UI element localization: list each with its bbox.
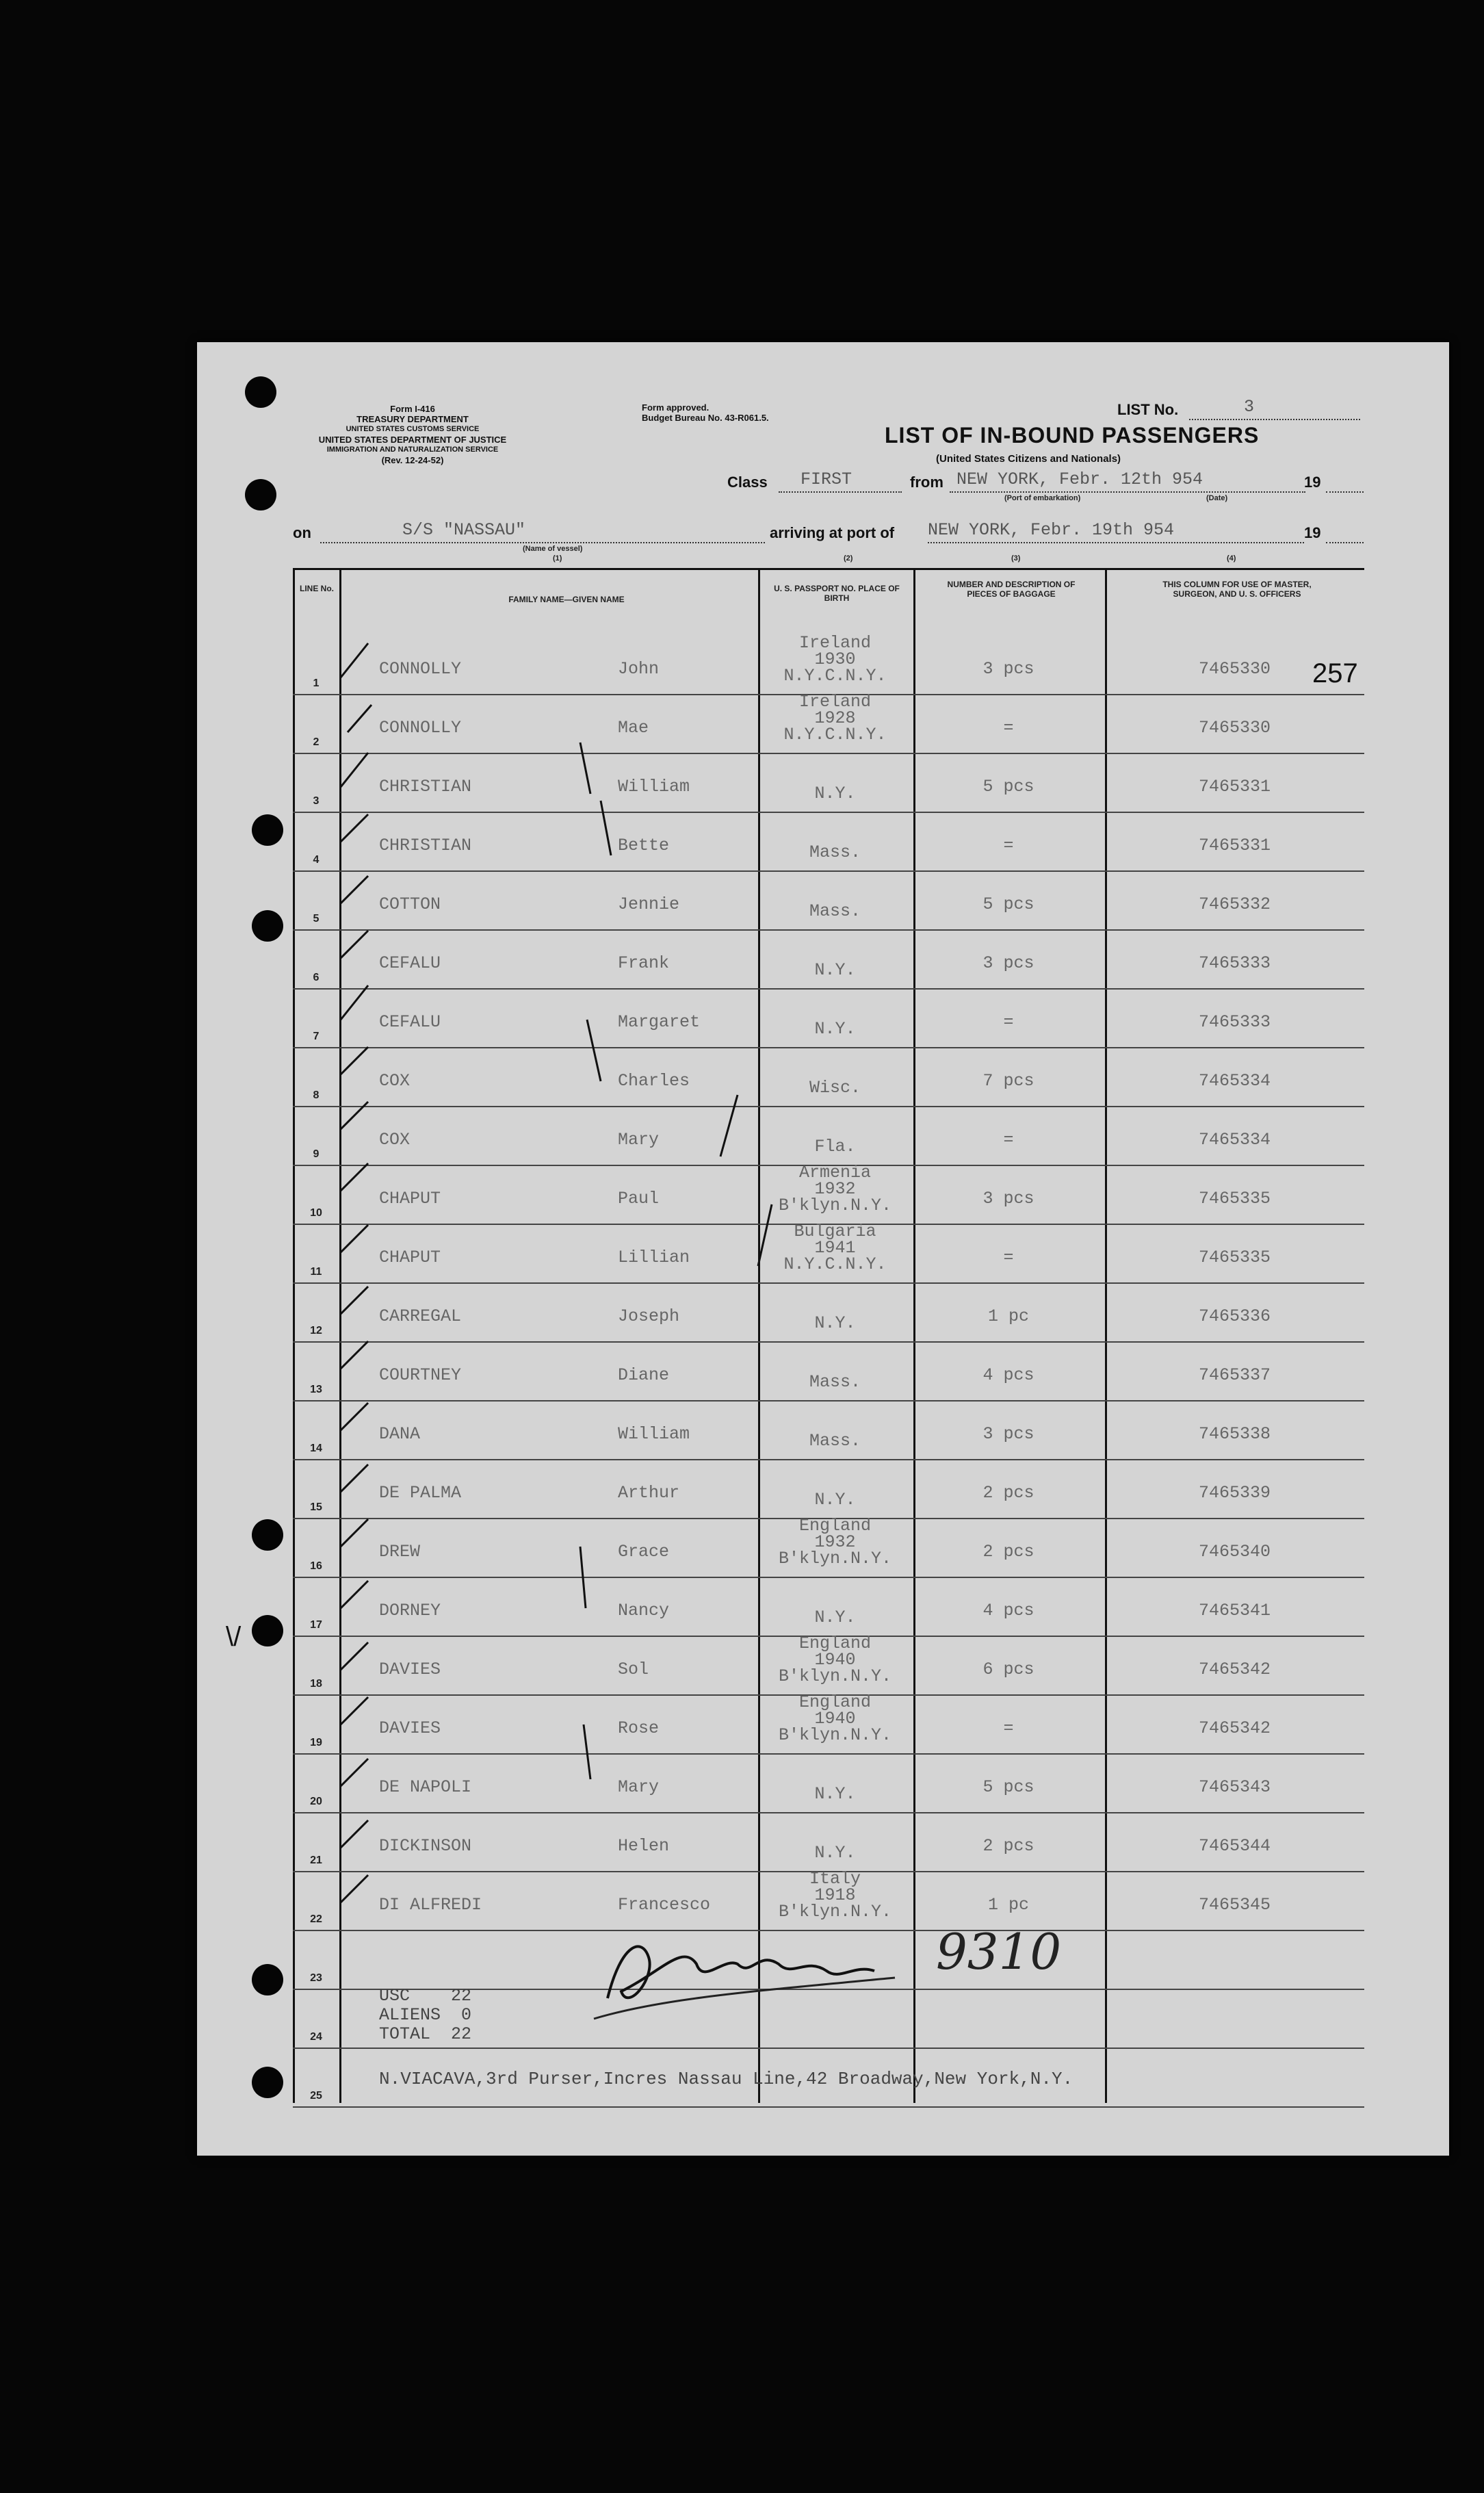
place-of-birth: N.Y. — [814, 1784, 856, 1804]
form-number: Form I-416 — [390, 404, 435, 414]
purser-line: N.VIACAVA,3rd Purser,Incres Nassau Line,42 Broadway,New York,N.Y. — [379, 2069, 1073, 2089]
col-caption-3: (3) — [1011, 554, 1021, 563]
family-name: CEFALU — [379, 953, 441, 973]
line-number: 18 — [310, 1678, 322, 1690]
officer-number: 7465330 — [1198, 659, 1271, 679]
place-of-birth: Mass. — [809, 842, 861, 862]
baggage-count: 5 pcs — [982, 1777, 1034, 1797]
line-number: 10 — [310, 1207, 322, 1219]
given-name: Jennie — [618, 894, 680, 914]
officer-number: 7465334 — [1198, 1130, 1271, 1150]
col-header-line: LINE No. — [300, 584, 334, 593]
given-name: Margaret — [618, 1012, 701, 1032]
page-number: 257 — [1312, 658, 1358, 688]
line-number: 17 — [310, 1619, 322, 1631]
baggage-count: 1 pc — [987, 1306, 1029, 1326]
officer-number: 7465336 — [1198, 1306, 1271, 1326]
baggage-count: = — [1003, 1012, 1014, 1032]
place-of-birth: Ireland 1930 N.Y.C.N.Y. — [783, 633, 887, 686]
given-name: Mary — [618, 1130, 660, 1150]
family-name: CONNOLLY — [379, 718, 462, 738]
baggage-count: 6 pcs — [982, 1659, 1034, 1679]
vessel-name: S/S "NASSAU" — [402, 520, 526, 540]
place-of-birth: N.Y. — [814, 960, 856, 980]
col-caption-4: (4) — [1227, 554, 1236, 563]
port-caption: (Port of embarkation) — [1004, 494, 1081, 502]
baggage-count: = — [1003, 1130, 1014, 1150]
check-marks — [197, 342, 1449, 2156]
officer-number: 7465345 — [1198, 1895, 1271, 1915]
line-number: 22 — [310, 1913, 322, 1925]
line-number: 16 — [310, 1560, 322, 1572]
given-name: Charles — [618, 1071, 690, 1091]
officer-number: 7465343 — [1198, 1777, 1271, 1797]
col-header-officers: THIS COLUMN FOR USE OF MASTER, SURGEON, AND U. S. OFFICERS — [1162, 580, 1312, 599]
place-of-birth: Wisc. — [809, 1078, 861, 1098]
line-number: 2 — [313, 736, 320, 748]
line-number: 21 — [310, 1855, 322, 1866]
place-of-birth: Fla. — [814, 1137, 856, 1157]
place-of-birth: Mass. — [809, 1372, 861, 1392]
given-name: Rose — [618, 1718, 660, 1738]
col-caption-1: (1) — [553, 554, 562, 563]
given-name: Frank — [618, 953, 670, 973]
list-no-label: LIST No. — [1117, 401, 1179, 418]
officer-number: 7465330 — [1198, 718, 1271, 738]
line-number: 13 — [310, 1384, 322, 1395]
baggage-count: = — [1003, 1718, 1014, 1738]
given-name: Mae — [618, 718, 649, 738]
officer-number: 7465332 — [1198, 894, 1271, 914]
place-of-birth: Mass. — [809, 1431, 861, 1451]
family-name: CHRISTIAN — [379, 777, 472, 797]
col-header-baggage: NUMBER AND DESCRIPTION OF PIECES OF BAGGAGE — [947, 580, 1076, 599]
officer-number: 7465331 — [1198, 836, 1271, 855]
on-label: on — [293, 524, 311, 541]
baggage-count: 4 pcs — [982, 1365, 1034, 1385]
place-of-birth: N.Y. — [814, 784, 856, 803]
line-number: 12 — [310, 1325, 322, 1336]
line-number: 7 — [313, 1031, 320, 1042]
place-of-birth: N.Y. — [814, 1313, 856, 1333]
family-name: DE PALMA — [379, 1483, 462, 1503]
line-number: 3 — [313, 795, 320, 807]
baggage-count: 3 pcs — [982, 659, 1034, 679]
form-revision: (Rev. 12-24-52) — [381, 455, 444, 465]
family-name: DE NAPOLI — [379, 1777, 472, 1797]
family-name: CHAPUT — [379, 1189, 441, 1209]
baggage-count: 1 pc — [987, 1895, 1029, 1915]
officer-number: 7465335 — [1198, 1189, 1271, 1209]
officer-number: 7465340 — [1198, 1542, 1271, 1562]
officer-number: 7465334 — [1198, 1071, 1271, 1091]
page-subtitle: (United States Citizens and Nationals) — [936, 453, 1121, 465]
family-name: CHAPUT — [379, 1248, 441, 1267]
justice-dept: UNITED STATES DEPARTMENT OF JUSTICE — [318, 435, 507, 445]
from-label: from — [910, 474, 943, 491]
class-value: FIRST — [800, 469, 852, 489]
place-of-birth: England 1940 B'klyn.N.Y. — [778, 1692, 892, 1745]
given-name: Lillian — [618, 1248, 690, 1267]
given-name: Sol — [618, 1659, 649, 1679]
family-name: COX — [379, 1071, 411, 1091]
vessel-caption: (Name of vessel) — [523, 545, 583, 553]
officer-number: 7465344 — [1198, 1836, 1271, 1856]
baggage-count: 4 pcs — [982, 1601, 1034, 1620]
place-of-birth: N.Y. — [814, 1019, 856, 1039]
baggage-count: 5 pcs — [982, 777, 1034, 797]
col-header-name: FAMILY NAME—GIVEN NAME — [508, 595, 625, 604]
arriving-value: NEW YORK, Febr. 19th 954 — [928, 520, 1175, 540]
given-name: Paul — [618, 1189, 660, 1209]
place-of-birth: N.Y. — [814, 1490, 856, 1510]
year-label-2: 19 — [1304, 524, 1321, 541]
place-of-birth: Armenia 1932 B'klyn.N.Y. — [778, 1163, 892, 1215]
line-number: 5 — [313, 913, 320, 925]
family-name: CONNOLLY — [379, 659, 462, 679]
given-name: Francesco — [618, 1895, 711, 1915]
manifest-sheet — [197, 342, 1449, 2156]
given-name: William — [618, 777, 690, 797]
place-of-birth: N.Y. — [814, 1843, 856, 1863]
given-name: Helen — [618, 1836, 670, 1856]
baggage-count: 3 pcs — [982, 1189, 1034, 1209]
place-of-birth: Italy 1918 B'klyn.N.Y. — [778, 1869, 892, 1922]
line-number: 6 — [313, 972, 320, 983]
totals-block: USC 22 ALIENS 0 TOTAL 22 — [379, 1986, 472, 2044]
handwritten-code: 9310 — [936, 1923, 1062, 1980]
arriving-label: arriving at port of — [770, 524, 895, 541]
line-number: 19 — [310, 1737, 322, 1748]
place-of-birth: England 1932 B'klyn.N.Y. — [778, 1516, 892, 1568]
officer-number: 7465333 — [1198, 1012, 1271, 1032]
officer-number: 7465342 — [1198, 1659, 1271, 1679]
baggage-count: 3 pcs — [982, 1424, 1034, 1444]
baggage-count: 5 pcs — [982, 894, 1034, 914]
col-caption-2: (2) — [844, 554, 853, 563]
officer-number: 7465335 — [1198, 1248, 1271, 1267]
page-title: LIST OF IN-BOUND PASSENGERS — [885, 423, 1260, 448]
family-name: COURTNEY — [379, 1365, 462, 1385]
family-name: COTTON — [379, 894, 441, 914]
line-number: 11 — [310, 1266, 322, 1278]
line-number: 24 — [310, 2031, 322, 2043]
list-no-value: 3 — [1244, 397, 1255, 417]
officer-number: 7465342 — [1198, 1718, 1271, 1738]
line-number: 25 — [310, 2090, 322, 2102]
given-name: Nancy — [618, 1601, 670, 1620]
line-number: 8 — [313, 1089, 320, 1101]
place-of-birth: Bulgaria 1941 N.Y.C.N.Y. — [783, 1222, 887, 1274]
family-name: DICKINSON — [379, 1836, 472, 1856]
given-name: Bette — [618, 836, 670, 855]
family-name: DAVIES — [379, 1718, 441, 1738]
given-name: William — [618, 1424, 690, 1444]
officer-number: 7465333 — [1198, 953, 1271, 973]
margin-mark: \/ — [226, 1622, 242, 1652]
given-name: John — [618, 659, 660, 679]
col-header-passport: U. S. PASSPORT NO. PLACE OF BIRTH — [774, 584, 900, 603]
line-number: 4 — [313, 854, 320, 866]
place-of-birth: N.Y. — [814, 1607, 856, 1627]
family-name: DAVIES — [379, 1659, 441, 1679]
from-value: NEW YORK, Febr. 12th 954 — [956, 469, 1203, 489]
given-name: Diane — [618, 1365, 670, 1385]
budget-bureau: Budget Bureau No. 43-R061.5. — [642, 413, 769, 423]
line-number: 15 — [310, 1501, 322, 1513]
class-label: Class — [727, 474, 768, 491]
given-name: Grace — [618, 1542, 670, 1562]
given-name: Arthur — [618, 1483, 680, 1503]
baggage-count: 2 pcs — [982, 1836, 1034, 1856]
baggage-count: 7 pcs — [982, 1071, 1034, 1091]
baggage-count: 2 pcs — [982, 1483, 1034, 1503]
place-of-birth: Ireland 1928 N.Y.C.N.Y. — [783, 692, 887, 745]
officer-number: 7465339 — [1198, 1483, 1271, 1503]
family-name: CHRISTIAN — [379, 836, 472, 855]
officer-number: 7465337 — [1198, 1365, 1271, 1385]
baggage-count: = — [1003, 836, 1014, 855]
baggage-count: = — [1003, 1248, 1014, 1267]
baggage-count: 3 pcs — [982, 953, 1034, 973]
line-number: 1 — [313, 677, 320, 689]
year-label: 19 — [1304, 474, 1321, 491]
family-name: DORNEY — [379, 1601, 441, 1620]
family-name: COX — [379, 1130, 411, 1150]
place-of-birth: England 1940 B'klyn.N.Y. — [778, 1633, 892, 1686]
line-number: 23 — [310, 1972, 322, 1984]
place-of-birth: Mass. — [809, 901, 861, 921]
line-number: 9 — [313, 1148, 320, 1160]
line-number: 20 — [310, 1796, 322, 1807]
officer-number: 7465341 — [1198, 1601, 1271, 1620]
customs-service: UNITED STATES CUSTOMS SERVICE — [346, 425, 480, 433]
officer-number: 7465331 — [1198, 777, 1271, 797]
officer-number: 7465338 — [1198, 1424, 1271, 1444]
family-name: DANA — [379, 1424, 421, 1444]
baggage-count: = — [1003, 718, 1014, 738]
treasury-dept: TREASURY DEPARTMENT — [356, 414, 469, 424]
ins-service: IMMIGRATION AND NATURALIZATION SERVICE — [326, 445, 499, 454]
family-name: DREW — [379, 1542, 421, 1562]
date-caption: (Date) — [1206, 494, 1228, 502]
given-name: Mary — [618, 1777, 660, 1797]
baggage-count: 2 pcs — [982, 1542, 1034, 1562]
form-approved: Form approved. — [642, 402, 710, 413]
family-name: CEFALU — [379, 1012, 441, 1032]
family-name: CARREGAL — [379, 1306, 462, 1326]
given-name: Joseph — [618, 1306, 680, 1326]
family-name: DI ALFREDI — [379, 1895, 482, 1915]
line-number: 14 — [310, 1443, 322, 1454]
